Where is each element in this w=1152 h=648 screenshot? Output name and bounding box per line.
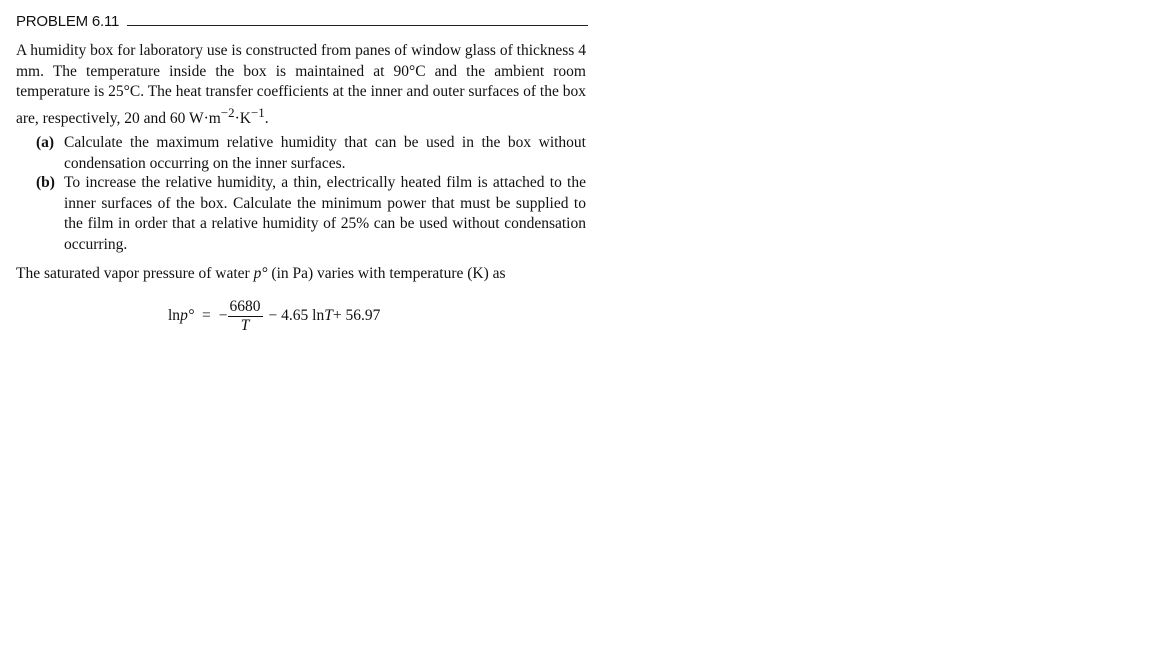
eq-numerator: 6680 bbox=[229, 297, 261, 315]
problem-number: PROBLEM 6.11 bbox=[16, 13, 120, 30]
part-b-label: (b) bbox=[36, 174, 55, 191]
part-a-text: Calculate the maximum relative humidity that can be used in the box without condensation occurring on the inner surfaces. bbox=[64, 134, 586, 172]
vapor-pressure-equation bbox=[168, 294, 380, 338]
eq-constant: + 56.97 bbox=[332, 307, 381, 324]
eq-temperature: T bbox=[324, 307, 333, 324]
exponent-k: −1 bbox=[250, 104, 265, 120]
eq-equals: = bbox=[202, 307, 211, 324]
vapor-variable: p° bbox=[253, 265, 268, 282]
exponent-m: −2 bbox=[220, 104, 235, 120]
vapor-post: (in Pa) varies with temperature (K) as bbox=[267, 265, 506, 282]
part-a-label: (a) bbox=[36, 134, 55, 151]
vapor-pre: The saturated vapor pressure of water bbox=[16, 265, 254, 282]
vapor-pressure-sentence bbox=[16, 264, 586, 285]
heading-rule bbox=[127, 25, 588, 26]
eq-lhs-variable: p° bbox=[180, 307, 195, 324]
part-a bbox=[36, 133, 586, 174]
eq-ln: ln bbox=[168, 307, 181, 324]
statement-text: A humidity box for laboratory use is constructed from panes of window glass of thickness 4 mm. The temperature inside the box is maintained at 90°C and the ambient room temperature is 25°C. The heat transfer coefficients at the inner and outer surfaces of the box are, respectively, 20 and 60 W·m bbox=[16, 42, 586, 127]
problem-statement bbox=[16, 41, 586, 129]
part-b bbox=[36, 173, 586, 255]
eq-denominator: T bbox=[240, 316, 250, 334]
eq-minus: − bbox=[218, 307, 228, 324]
problem-heading bbox=[16, 10, 588, 30]
unit-k: ·K bbox=[234, 109, 251, 127]
part-b-text: To increase the relative humidity, a thin, electrically heated film is attached to the inner surfaces of the box. Calculate the minimum power that must be supplied to the film in order that a relative humidity of 25% can be used without condensation occurring. bbox=[64, 174, 586, 253]
eq-middle: − 4.65 ln bbox=[268, 307, 325, 324]
eq-fraction bbox=[228, 298, 263, 335]
statement-end: . bbox=[264, 109, 269, 127]
